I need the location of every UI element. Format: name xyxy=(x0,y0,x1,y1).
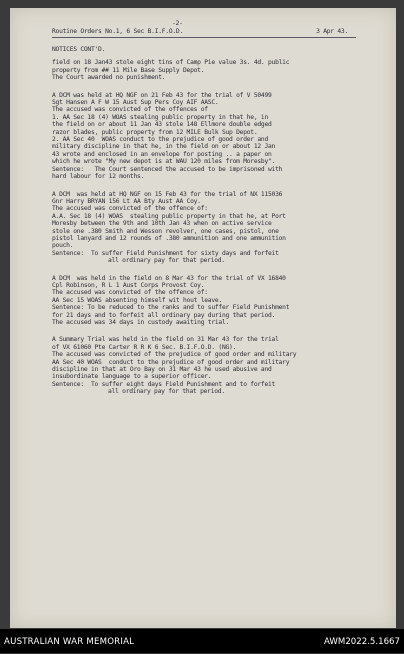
text-line: property from ## 11 Mile Base Supply Depot. xyxy=(52,66,205,74)
text-line: The accused was convicted of the offence of: xyxy=(52,289,208,297)
text-line: The accused was convicted of the offences of xyxy=(52,106,208,114)
notice-paragraph xyxy=(52,59,388,81)
text-line: Sentence: To be reduced to the ranks and to suffer Field Punishment xyxy=(52,304,290,312)
notice-paragraph xyxy=(52,92,388,181)
routine-orders-heading: Routine Orders No.1, 6 Sec B.I.F.O.D. xyxy=(52,28,184,35)
text-line: Moresby between the 9th and 10th Jan 43 when on active service xyxy=(52,220,272,228)
text-line: of VX 61060 Pte Carter R R K 6 Sec. B.I.F.O.D. (NG). xyxy=(52,343,237,351)
text-line: for 21 days and to forfeit all ordinary pay during that period. xyxy=(52,311,276,319)
text-line: A DCM was held at HQ NGF on 15 Feb 43 for the trial of NX 115036 xyxy=(52,190,283,198)
text-line: A Summary Trial was held in the field on 31 Mar 43 for the trial xyxy=(52,336,279,344)
text-line: military discipline in that he, in the field on or about 12 Jan xyxy=(52,143,276,151)
text-line: Sentence: To suffer eight days Field Punishment and to forfeit xyxy=(52,380,276,388)
notice-list xyxy=(52,59,388,395)
text-line: all ordinary pay for that period. xyxy=(108,257,225,265)
text-line: 1. AA Sec 18 (4) WOAS stealing public property in that he, in xyxy=(52,113,269,121)
footer-institution: AUSTRALIAN WAR MEMORIAL xyxy=(4,637,135,647)
text-line: all ordinary pay for that period. xyxy=(108,388,225,396)
typed-text xyxy=(52,18,388,396)
text-line: Gnr Harry BRYAN 156 Lt AA Bty Aust AA Coy. xyxy=(52,197,201,205)
text-line: the field on or about 11 Jan 43 stole 148 Ellmore double edged xyxy=(52,121,272,129)
text-line: The accused was convicted of the prejudice of good order and military xyxy=(52,351,297,359)
text-line: The accused was convicted of the offence of: xyxy=(52,205,208,213)
document-page xyxy=(10,8,396,628)
footer-bar xyxy=(0,629,404,653)
text-line: Sentence: To suffer Field Punishment for sixty days and forfeit xyxy=(52,249,279,257)
text-line: discipline in that at Oro Bay on 31 Mar 43 he used abusive and xyxy=(52,366,272,374)
text-line: pistol lanyard and 12 rounds of .380 ammunition and one ammunition xyxy=(52,234,286,242)
document-date: 3 Apr 43. xyxy=(316,28,348,35)
text-line: The Court awarded no punishment. xyxy=(52,74,166,82)
text-line: AA Sec 40 WOAS conduct to the prejudice of good order and military xyxy=(52,358,290,366)
notice-paragraph xyxy=(52,275,388,327)
page-header xyxy=(52,18,388,34)
text-line: pouch. xyxy=(52,242,74,250)
text-line: 43 wrote and enclosed in an envelope for posting .. a paper on xyxy=(52,150,272,158)
text-line: The accused was 34 days in custody awaiting trial. xyxy=(52,319,230,326)
text-line: Cpl Robinson, R L 1 Aust Corps Provost Coy. xyxy=(52,281,205,289)
text-line: razor blades, public property from 12 MILE Bulk Sup Depot. xyxy=(52,128,258,136)
text-line: field on 18 Jan43 stole eight tins of Camp Pie value 3s. 4d. public xyxy=(52,59,290,67)
notice-paragraph xyxy=(52,336,388,395)
section-title: NOTICES CONT'D. xyxy=(52,46,106,53)
text-line: A.A. Sec 18 (4) WOAS stealing public property in that he, at Port xyxy=(52,212,286,220)
text-line: AA Sec 15 WOAS absenting himself wit hout leave. xyxy=(52,296,222,304)
text-line: A DCM was held at HQ NGF on 21 Feb 43 for the trial of V 50499 xyxy=(52,91,272,99)
text-line: Sentence: The Court sentenced the accused to be imprisoned with xyxy=(52,165,283,173)
text-line: 2. AA Sec 40 WOAS conduct to the prejudice of good order and xyxy=(52,136,269,144)
footer-accession-number: AWM2022.5.1667 xyxy=(324,637,400,647)
text-line: hard labour for 12 months. xyxy=(52,173,145,181)
text-line: A DCM was held in the field on 8 Mar 43 for the trial of VX 16840 xyxy=(52,274,286,282)
text-line: stole one .380 Smith and Wesson revolver, one cases, pistol, one xyxy=(52,227,279,235)
text-line: Sgt Hansen A F W 15 Aust Sup Pers Coy AIF AASC. xyxy=(52,99,219,107)
notice-paragraph xyxy=(52,191,388,265)
page-number: -2- xyxy=(172,20,183,27)
text-line: insubordinate language to a superior officer. xyxy=(52,373,212,381)
text-line: which he wrote "My new depot is at WAU 120 miles from Moresby". xyxy=(52,158,276,166)
header-divider xyxy=(52,37,356,38)
